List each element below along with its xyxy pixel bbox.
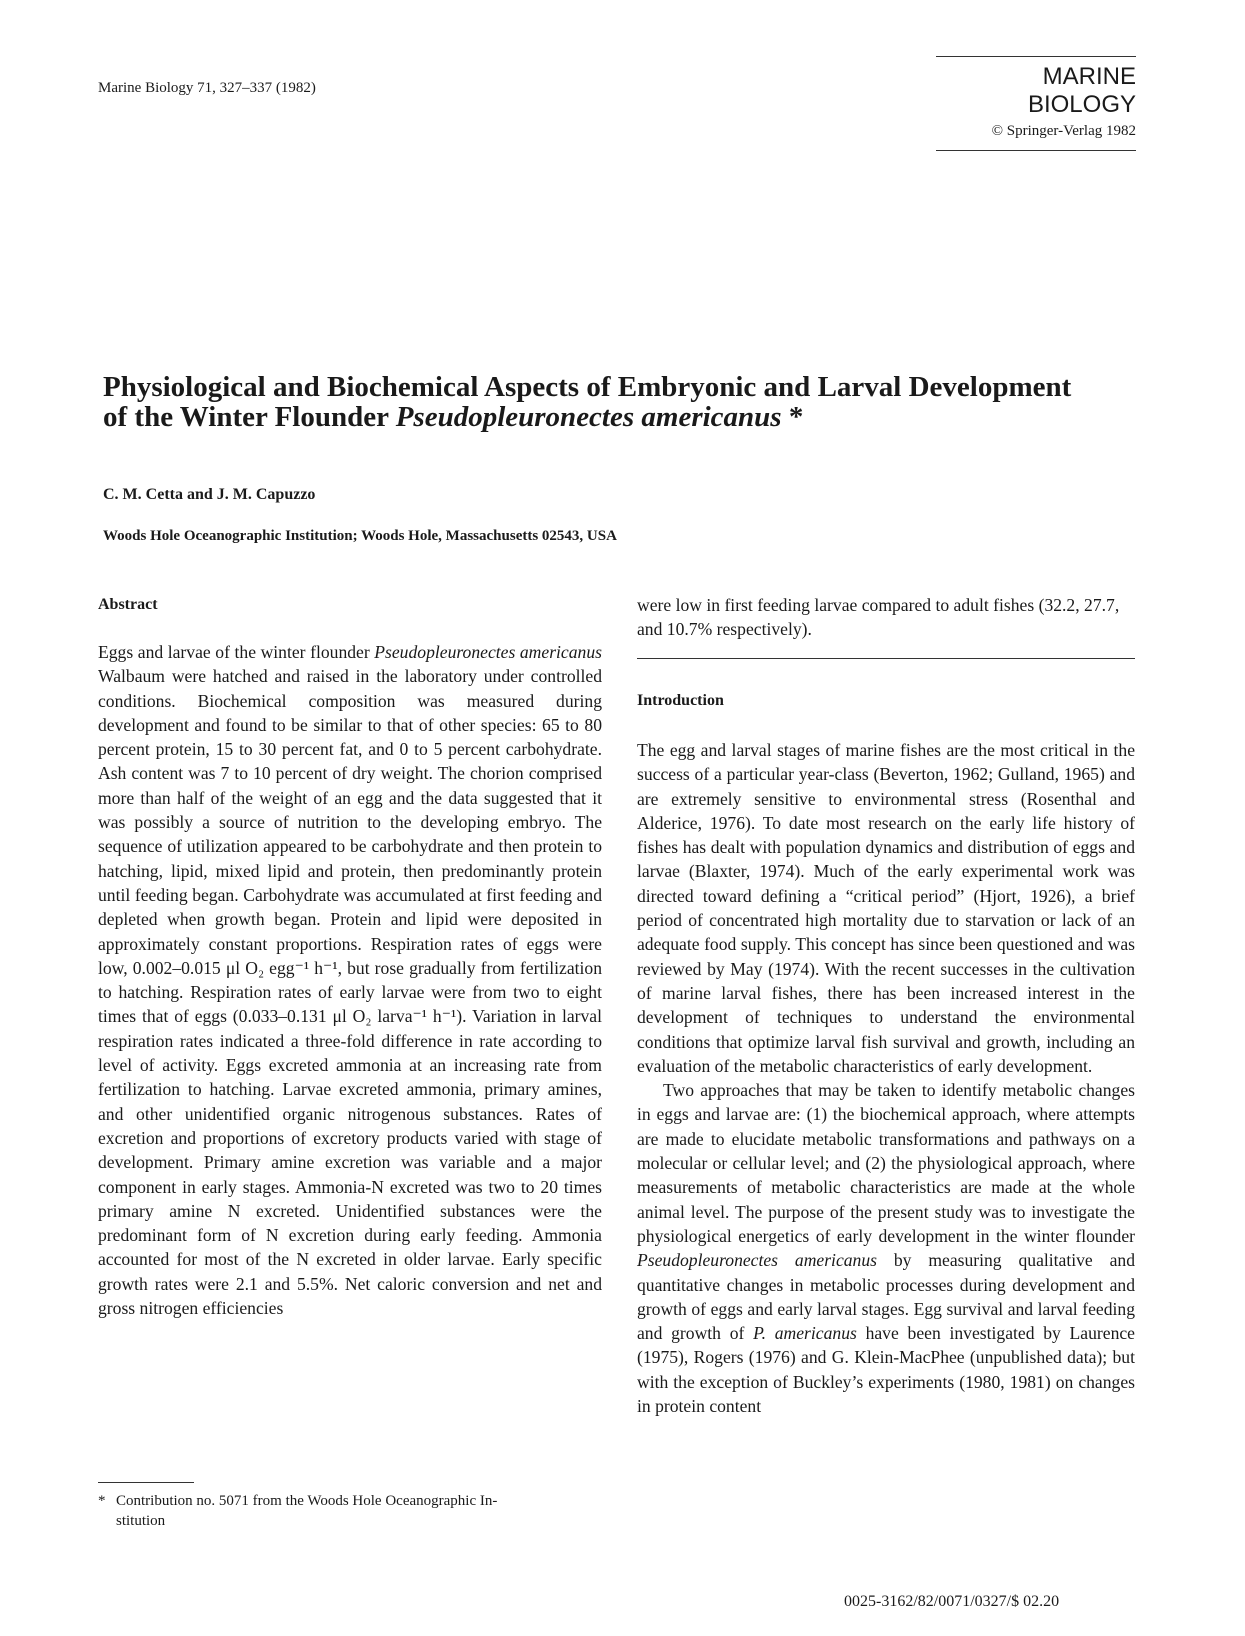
intro-p2-start: Two approaches that may be taken to identify metabolic changes in eggs and larvae are: (1) the biochemical approach, where attempts are made to elucidate metabolic transformations and pathways on a molecular or cellular level; and (2) the physiological approach, where measurements of metabolic characteristics are made at the whole animal level. The purpose of the present study was to investigate the physiological energetics of early development in the winter flounder	[637, 1080, 1135, 1246]
intro-paragraph-1: The egg and larval stages of marine fishes are the most critical in the success of a particular year-class (Beverton, 1962; Gulland, 1965) and are extremely sensitive to environmental stress (Rosenthal and Alderice, 1976). To date most research on the early life history of fishes has dealt with population dynamics and distribution of eggs and larvae (Blaxter, 1974). Much of the early experimental work was directed toward defining a “critical period” (Hjort, 1926), a brief period of concentrated high mortality due to starvation or lack of an adequate food supply. This concept has since been questioned and was reviewed by May (1974). With the recent successes in the cultivation of marine larval fishes, there has been increased interest in the development of techniques to understand the environmental conditions that optimize larval fish survival and growth, including an evaluation of the metabolic characteristics of early development.	[637, 740, 1135, 1076]
footnote-mark: *	[98, 1493, 106, 1509]
title-line-1: Physiological and Biochemical Aspects of Embryonic and Larval Development	[103, 371, 1072, 403]
abstract-paragraph	[98, 640, 602, 1320]
journal-reference: Marine Biology 71, 327–337 (1982)	[98, 80, 316, 96]
title-line-2	[103, 402, 1143, 432]
title-footnote-mark: *	[781, 401, 804, 433]
footnote-text-1: Contribution no. 5071 from the Woods Hole Oceanographic In-	[116, 1493, 498, 1509]
introduction-heading: Introduction	[637, 692, 724, 709]
brand-bottom-rule	[936, 150, 1136, 151]
intro-p2-species-short: P. americanus	[753, 1323, 857, 1344]
title-prefix: of the Winter Flounder	[103, 401, 396, 433]
article-title	[103, 372, 1143, 432]
abstract-end-rule	[637, 658, 1135, 659]
authors: C. M. Cetta and J. M. Capuzzo	[103, 486, 316, 503]
intro-paragraph-2	[637, 1078, 1135, 1418]
abstract-text-main: Walbaum were hatched and raised in the laboratory under controlled conditions. Biochemical composition was measured during development and found to be similar to that of other species: 65 to 80 percent protein, 15 to 30 percent fat, and 0 to 5 percent carbohydrate. Ash content was 7 to 10 percent of dry weight. The chorion comprised more than half of the weight of an egg and the data suggested that it was possibly a source of nutrition to the developing embryo. The sequence of utilization appeared to be carbohydrate and then protein to hatching, lipid, mixed lipid and protein, then predominantly protein until feeding began. Carbohydrate was accumulated at first feeding and depleted when growth began. Protein and lipid were deposited in approximately constant proportions. Respiration rates of eggs were low, 0.002–0.015 μl O₂ egg⁻¹ h⁻¹, but rose gradually from fertilization to hatching. Respiration rates of early larvae were from two to eight times that of eggs (0.033–0.131 μl O₂ larva⁻¹ h⁻¹). Variation in larval respiration rates indicated a three-fold difference in rate according to level of activity. Eggs excreted ammonia at an increasing rate from fertilization to hatching. Larvae excreted ammonia, primary amines, and other unidentified organic nitrogenous substances. Rates of excretion and proportions of excretory products varied with stage of development. Primary amine excretion was variable and a major component in early stages. Ammonia-N excreted was two to 20 times primary amine N excreted. Unidentified substances were the predominant form of N excretion during early feeding. Ammonia accounted for most of the N excreted in older larvae. Early specific growth rates were 2.1 and 5.5%. Net caloric conversion and net and gross nitrogen efficiencies	[98, 666, 602, 1319]
brand-top-rule	[936, 56, 1136, 57]
intro-p2-mid: by measuring qualitative and quantitative changes in metabolic processes during development and growth of eggs and early larval stages. Egg survival and larval feeding and growth of	[637, 1250, 1135, 1344]
title-species: Pseudopleuronectes americanus	[395, 401, 782, 433]
copyright-notice: © Springer-Verlag 1982	[991, 123, 1136, 139]
abstract-species: Pseudopleuronectes americanus	[374, 642, 602, 662]
journal-brand: MARINE BIOLOGY	[1027, 63, 1136, 118]
intro-p2-end: have been investigated by Laurence (1975), Rogers (1976) and G. Klein-MacPhee (unpublished data); but with the exception of Buckley’s experiments (1980, 1981) on changes in protein content	[637, 1323, 1135, 1417]
abstract-heading: Abstract	[98, 596, 158, 613]
issn-code: 0025-3162/82/0071/0327/$ 02.20	[844, 1593, 1060, 1610]
footnote	[98, 1491, 598, 1531]
intro-p2-species: Pseudopleuronectes americanus	[637, 1250, 877, 1271]
abstract-text-start: Eggs and larvae of the winter flounder	[98, 642, 375, 662]
abstract-continuation: were low in first feeding larvae compared to adult fishes (32.2, 27.7, and 10.7% respectively).	[637, 595, 1120, 640]
journal-brand-block	[936, 56, 1136, 151]
introduction-body	[637, 738, 1135, 1418]
affiliation: Woods Hole Oceanographic Institution; Woods Hole, Massachusetts 02543, USA	[103, 528, 617, 544]
footnote-line-1	[98, 1491, 598, 1511]
footnote-rule	[98, 1482, 194, 1483]
abstract-body	[98, 640, 602, 1320]
footnote-line-2: stitution	[116, 1513, 166, 1529]
